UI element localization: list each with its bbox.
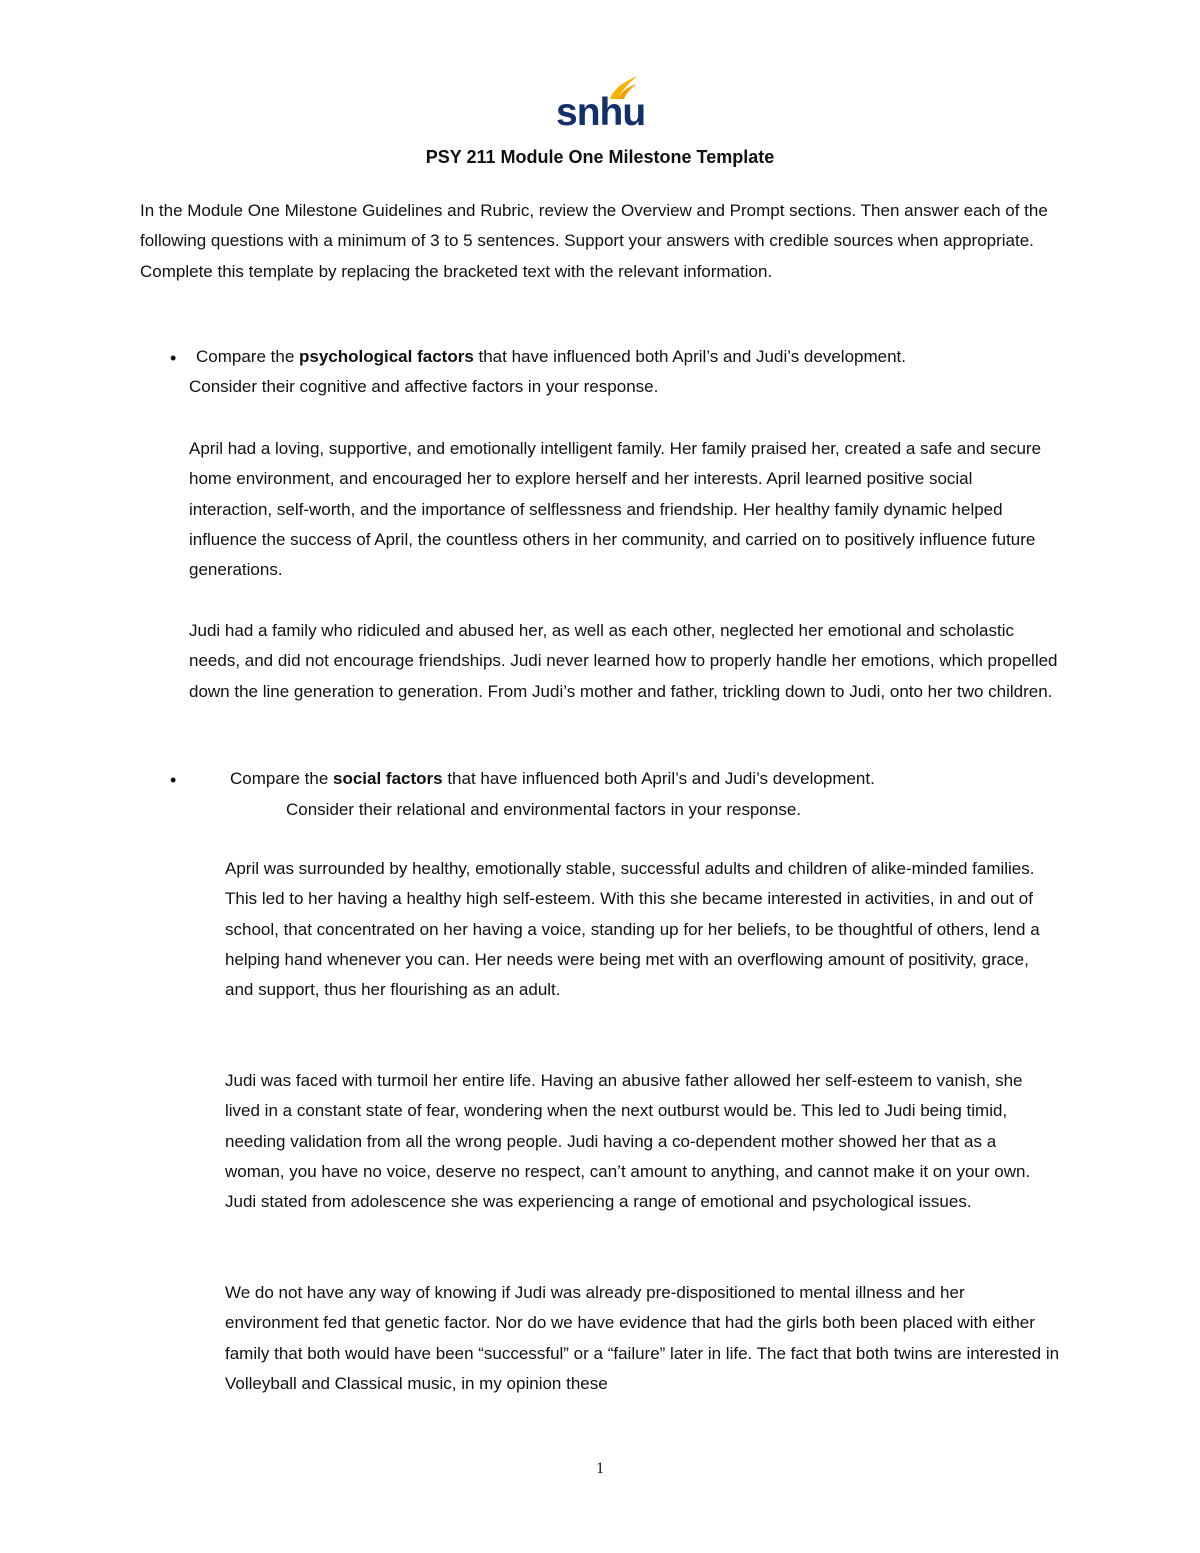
snhu-logo xyxy=(556,74,646,134)
question-2-bold: social factors xyxy=(333,769,443,788)
question-1-line-1 xyxy=(196,342,1076,372)
question-2-pre: Compare the xyxy=(230,769,333,788)
bullet-2: • xyxy=(170,770,177,790)
question-2-answer-april: April was surrounded by healthy, emotionally stable, successful adults and children of alike-minded families. This led to her having a healthy high self-esteem. With this she became interested in activities, in and out of school, that concentrated on her having a voice, standing up for her beliefs, to be thoughtful of others, lend a helping hand whenever you can. Her needs were being met with an overflowing amount of positivity, grace, and support, thus her flourishing as an adult. xyxy=(225,859,1040,1000)
question-1-bold: psychological factors xyxy=(299,347,474,366)
intro-paragraph: In the Module One Milestone Guidelines and Rubric, review the Overview and Prompt sections. Then answer each of the following questions with a minimum of 3 to 5 sentences. Support your answers with credible sources when appropriate. Complete this template by replacing the bracketed text with the relevant information. xyxy=(140,201,1048,281)
question-2-answer-note: We do not have any way of knowing if Judi was already pre-dispositioned to mental illness and her environment fed that genetic factor. Nor do we have evidence that had the girls both been placed with either family that both would have been “successful” or a “failure” later in life. The fact that both twins are interested in Volleyball and Classical music, in my opinion these xyxy=(225,1283,1060,1393)
page-title: PSY 211 Module One Milestone Template xyxy=(425,147,775,167)
question-2-answer-judi: Judi was faced with turmoil her entire life. Having an abusive father allowed her self-esteem to vanish, she lived in a constant state of fear, wondering when the next outburst would be. This led to Judi being timid, needing validation from all the wrong people. Judi having a co-dependent mother showed her that as a woman, you have no voice, deserve no respect, can’t amount to anything, and cannot make it on your own. Judi stated from adolescence she was experiencing a range of emotional and psychological issues. xyxy=(225,1071,1031,1212)
logo-wordmark: snhu xyxy=(556,91,646,134)
question-1-answer-april: April had a loving, supportive, and emotionally intelligent family. Her family praised her, created a safe and secure home environment, and encouraged her to explore herself and her interests. April learned positive social interaction, self-worth, and the importance of selflessness and friendship. Her healthy family dynamic helped influence the success of April, the countless others in her community, and carried on to positively influence future generations. xyxy=(189,439,1042,580)
question-1-answer-judi: Judi had a family who ridiculed and abused her, as well as each other, neglected her emotional and scholastic needs, and did not encourage friendships. Judi never learned how to properly handle her emotions, which propelled down the line generation to generation. From Judi’s mother and father, trickling down to Judi, onto her two children. xyxy=(189,621,1058,701)
question-2-line-2: Consider their relational and environmental factors in your response. xyxy=(286,800,801,819)
question-2-post: that have influenced both April’s and Judi’s development. xyxy=(442,769,875,788)
question-1-post: that have influenced both April’s and Judi’s development. xyxy=(473,347,907,366)
question-1-pre: Compare the xyxy=(196,347,299,366)
question-2-line-1 xyxy=(230,764,1090,794)
question-1-line-2: Consider their cognitive and affective factors in your response. xyxy=(189,377,659,396)
bullet-1: • xyxy=(170,348,177,368)
page-number: 1 xyxy=(596,1460,604,1477)
